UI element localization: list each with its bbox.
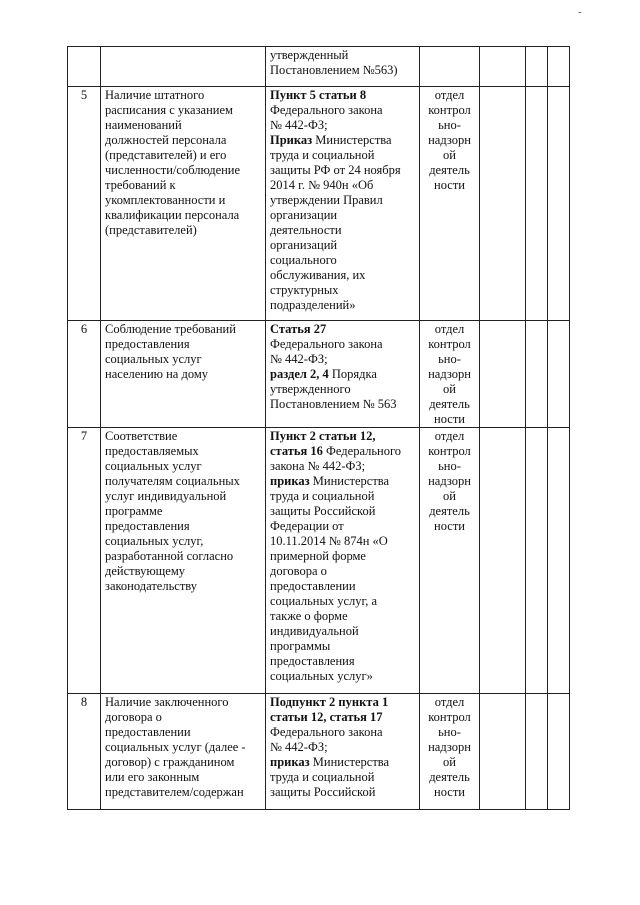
empty-cell (548, 694, 570, 810)
empty-cell (526, 694, 548, 810)
row-number-cell: 5 (68, 87, 101, 321)
requirement-cell (101, 47, 266, 87)
legal-reference-text: Министерства труда и социальной защиты Российской (270, 755, 390, 799)
legal-reference-bold: Пункт 5 статьи 8 (270, 88, 367, 102)
responsible-unit-cell: отдел контрол ьно- надзорн ой деятель ности (420, 694, 480, 810)
row-number-cell: 7 (68, 428, 101, 694)
legal-basis-cell (266, 321, 420, 428)
table-row (68, 321, 570, 428)
table-row (68, 47, 570, 87)
empty-cell (526, 87, 548, 321)
row-number-cell: 8 (68, 694, 101, 810)
empty-cell (548, 428, 570, 694)
responsible-unit-cell: отдел контрол ьно- надзорн ой деятель ности (420, 428, 480, 694)
page-mark: - (578, 6, 582, 18)
empty-cell (480, 694, 526, 810)
legal-reference-text: Порядка утвержденного Постановлением № 563 (270, 367, 397, 411)
responsible-unit-cell: отдел контрол ьно- надзорн ой деятель ности (420, 87, 480, 321)
legal-reference-bold: раздел 2, 4 (270, 367, 329, 381)
requirement-cell: Наличие штатного расписания с указанием наименований должностей персонала (представителей) и его численности/соблюдение требований к укомплектованности и квалификации персонала (представителей) (101, 87, 266, 321)
empty-cell (526, 321, 548, 428)
table-row (68, 87, 570, 321)
legal-reference-bold: Приказ (270, 133, 313, 147)
table-row (68, 428, 570, 694)
control-requirements-table (67, 46, 570, 810)
legal-reference-text: Федерального закона № 442-ФЗ; (270, 337, 383, 366)
legal-reference-bold: Статья 27 (270, 322, 327, 336)
empty-cell (526, 47, 548, 87)
legal-reference-bold: приказ (270, 474, 310, 488)
empty-cell (548, 87, 570, 321)
empty-cell (480, 87, 526, 321)
legal-basis-cell (266, 428, 420, 694)
legal-reference-bold: приказ (270, 755, 310, 769)
empty-cell (480, 428, 526, 694)
row-number-cell (68, 47, 101, 87)
legal-reference-text: Министерства труда и социальной защиты РФ от 24 ноября 2014 г. № 940н «Об утверждении Правил организации деятельности организаций социального обслуживания, их структурных подразделений» (270, 133, 401, 312)
empty-cell (526, 428, 548, 694)
empty-cell (480, 47, 526, 87)
legal-reference-text: Федерального закона № 442-ФЗ; (270, 725, 383, 754)
legal-basis-cell (266, 694, 420, 810)
empty-cell (548, 47, 570, 87)
requirement-cell: Соблюдение требований предоставления социальных услуг населению на дому (101, 321, 266, 428)
responsible-unit-cell (420, 47, 480, 87)
table-row (68, 694, 570, 810)
legal-reference-bold: Подпункт 2 пункта 1 статьи 12, статья 17 (270, 695, 389, 724)
row-number-cell: 6 (68, 321, 101, 428)
requirement-cell: Наличие заключенного договора о предоставлении социальных услуг (далее - договор) с гражданином или его законным представителем/содержан (101, 694, 266, 810)
requirement-cell: Соответствие предоставляемых социальных услуг получателям социальных услуг индивидуальной программе предоставления социальных услуг, разработанной согласно действующему законодательству (101, 428, 266, 694)
legal-basis-cell (266, 87, 420, 321)
legal-reference-text: Федерального закона № 442-ФЗ; (270, 103, 383, 132)
legal-reference-bold: Пункт 2 статьи 12, статья 16 (270, 429, 376, 458)
legal-reference-text: утвержденный Постановлением №563) (270, 48, 398, 77)
empty-cell (480, 321, 526, 428)
legal-reference-text: Министерства труда и социальной защиты Российской Федерации от 10.11.2014 № 874н «О примерной форме договора о предоставлении социальных услуг, а также о форме индивидуальной программы предоставления социальных услуг» (270, 474, 390, 683)
responsible-unit-cell: отдел контрол ьно- надзорн ой деятель ности (420, 321, 480, 428)
empty-cell (548, 321, 570, 428)
legal-reference-text: Федерального закона № 442-ФЗ; (270, 444, 402, 473)
legal-basis-cell (266, 47, 420, 87)
